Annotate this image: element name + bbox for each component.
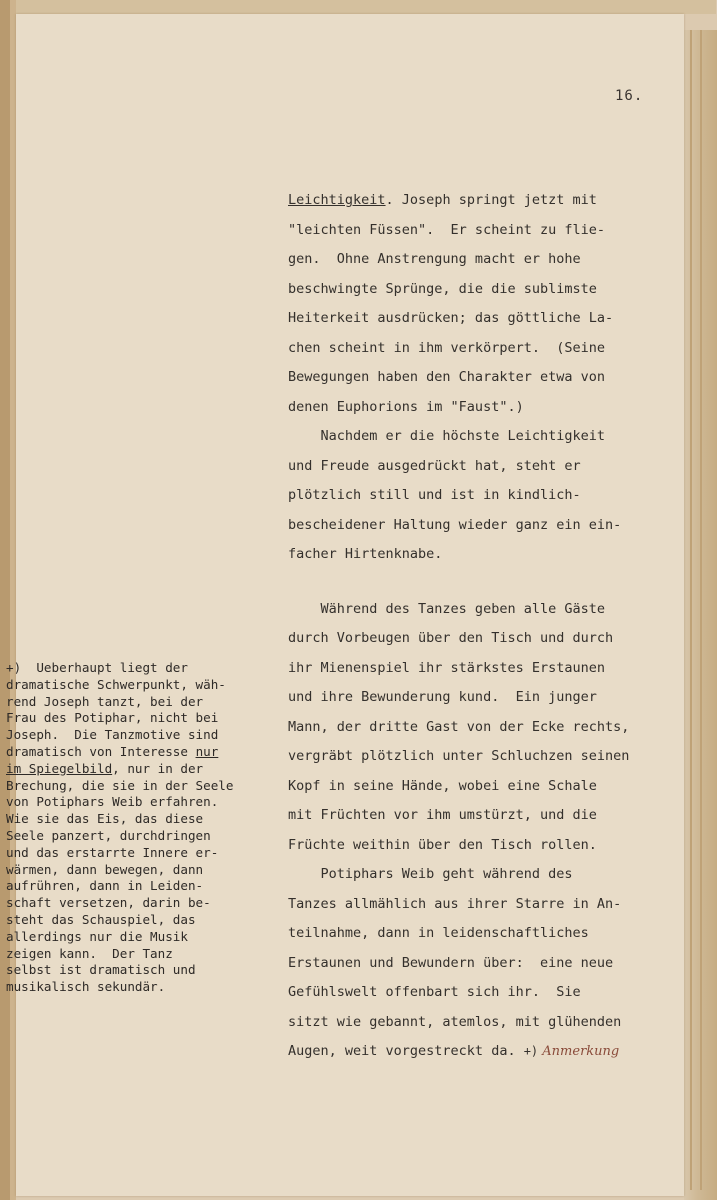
- text-line: [288, 683, 688, 713]
- text-run: Erstaunen und Bewundern über: eine neue: [288, 954, 614, 971]
- text-line: [288, 831, 688, 861]
- text-line: [288, 393, 688, 423]
- underlined-text: im Spiegelbild: [6, 760, 113, 776]
- note-line: [6, 761, 276, 778]
- text-run: chen scheint in ihm verkörpert. (Seine: [288, 339, 605, 356]
- text-run: und ihre Bewunderung kund. Ein junger: [288, 689, 597, 705]
- text-run: schaft versetzen, darin be-: [6, 895, 211, 911]
- text-run: dramatisch von Interesse: [6, 743, 196, 759]
- text-run: , nur in der: [112, 760, 204, 776]
- text-run: Brechung, die sie in der Seele: [6, 777, 234, 793]
- text-line: [288, 334, 688, 364]
- text-run: gen. Ohne Anstrengung macht er hohe: [288, 251, 581, 267]
- text-line: [288, 978, 688, 1008]
- text-run: Augen, weit vorgestreckt da.: [288, 1043, 524, 1059]
- text-run: musikalisch sekundär.: [6, 979, 166, 995]
- text-line: [288, 654, 688, 684]
- text-line: [288, 742, 688, 772]
- text-run: Heiterkeit ausdrücken; das göttliche La-: [288, 310, 614, 326]
- text-run: Gefühlswelt offenbart sich ihr. Sie: [288, 984, 581, 1000]
- text-line: [288, 481, 688, 511]
- text-run: vergräbt plötzlich unter Schluchzen seinen: [288, 748, 630, 764]
- text-line: [288, 511, 688, 541]
- note-line: [6, 845, 276, 862]
- note-line: [6, 862, 276, 879]
- text-run: Joseph. Die Tanzmotive sind: [6, 727, 219, 743]
- text-run: Tanzes allmählich aus ihrer Starre in An-: [288, 895, 622, 912]
- scan-background-top: [16, 0, 716, 14]
- text-line: [288, 801, 688, 831]
- text-line: [288, 713, 688, 743]
- note-line: [6, 946, 276, 963]
- main-body-text: [288, 186, 688, 1067]
- text-run: Bewegungen haben den Charakter etwa von: [288, 369, 605, 385]
- margin-footnote: [6, 660, 276, 996]
- text-run: dramatische Schwerpunkt, wäh-: [6, 676, 226, 692]
- footnote-marker: +): [523, 1044, 539, 1058]
- text-line: [288, 216, 688, 246]
- paragraph-gap: [288, 570, 688, 595]
- underlined-text: Leichtigkeit: [288, 192, 386, 208]
- note-line: [6, 727, 276, 744]
- text-run: und das erstarrte Innere er-: [6, 844, 219, 860]
- text-line: [288, 422, 688, 452]
- handwritten-annotation: Anmerkung: [538, 1044, 620, 1059]
- text-run: rend Joseph tanzt, bei der: [6, 693, 204, 709]
- text-run: . Joseph springt jetzt mit: [385, 192, 597, 208]
- note-line: [6, 710, 276, 727]
- page-stack-line: [690, 30, 692, 1190]
- note-line: [6, 744, 276, 761]
- note-line: [6, 912, 276, 929]
- text-line: [288, 452, 688, 482]
- text-run: Kopf in seine Hände, wobei eine Schale: [288, 777, 597, 794]
- text-run: steht das Schauspiel, das: [6, 911, 196, 927]
- note-line: [6, 929, 276, 946]
- text-run: allerdings nur die Musik: [6, 928, 188, 944]
- text-line: [288, 772, 688, 802]
- text-run: "leichten Füssen". Er scheint zu flie-: [288, 221, 605, 238]
- text-run: Frau des Potiphar, nicht bei: [6, 710, 219, 726]
- text-run: facher Hirtenknabe.: [288, 546, 443, 562]
- text-run: Potiphars Weib geht während des: [288, 866, 573, 882]
- text-line: [288, 304, 688, 334]
- text-run: ihr Mienenspiel ihr stärkstes Erstaunen: [288, 659, 605, 676]
- text-line: [288, 1037, 688, 1067]
- text-line: [288, 363, 688, 393]
- text-run: teilnahme, dann in leidenschaftliches: [288, 925, 589, 941]
- text-run: Früchte weithin über den Tisch rollen.: [288, 836, 597, 853]
- text-line: [288, 860, 688, 890]
- text-line: [288, 540, 688, 570]
- text-line: [288, 919, 688, 949]
- text-run: durch Vorbeugen über den Tisch und durch: [288, 630, 614, 646]
- text-run: aufrühren, dann in Leiden-: [6, 878, 204, 894]
- note-line: [6, 811, 276, 828]
- note-line: [6, 694, 276, 711]
- text-run: Wie sie das Eis, das diese: [6, 811, 204, 827]
- text-line: [288, 624, 688, 654]
- note-line: [6, 677, 276, 694]
- text-run: denen Euphorions im "Faust".): [288, 398, 524, 415]
- text-run: wärmen, dann bewegen, dann: [6, 861, 204, 877]
- text-run: von Potiphars Weib erfahren.: [6, 794, 219, 810]
- text-run: Seele panzert, durchdringen: [6, 827, 211, 843]
- text-line: [288, 245, 688, 275]
- note-line: [6, 979, 276, 996]
- note-line: [6, 794, 276, 811]
- text-run: Mann, der dritte Gast von der Ecke rechts,: [288, 718, 630, 735]
- text-run: und Freude ausgedrückt hat, steht er: [288, 457, 581, 474]
- page-stack-line: [700, 30, 702, 1190]
- underlined-text: nur: [195, 743, 219, 759]
- text-line: [288, 275, 688, 305]
- binding-edge: [0, 0, 10, 1200]
- text-run: plötzlich still und ist in kindlich-: [288, 487, 581, 503]
- text-run: Nachdem er die höchste Leichtigkeit: [288, 428, 605, 444]
- note-line: [6, 962, 276, 979]
- text-line: [288, 949, 688, 979]
- text-run: selbst ist dramatisch und: [6, 962, 196, 978]
- text-line: [288, 890, 688, 920]
- text-run: Während des Tanzes geben alle Gäste: [288, 600, 605, 617]
- text-run: bescheidener Haltung wieder ganz ein ein-: [288, 516, 622, 533]
- text-line: [288, 595, 688, 625]
- note-line: [6, 660, 276, 677]
- text-run: sitzt wie gebannt, atemlos, mit glühenden: [288, 1013, 622, 1030]
- text-run: beschwingte Sprünge, die die sublimste: [288, 280, 597, 297]
- text-run: +) Ueberhaupt liegt der: [6, 660, 188, 675]
- note-line: [6, 878, 276, 895]
- note-line: [6, 828, 276, 845]
- text-line: [288, 186, 688, 216]
- text-line: [288, 1008, 688, 1038]
- text-run: mit Früchten vor ihm umstürzt, und die: [288, 807, 597, 823]
- page-number: 16.: [615, 88, 644, 104]
- text-run: zeigen kann. Der Tanz: [6, 945, 173, 961]
- note-line: [6, 778, 276, 795]
- note-line: [6, 895, 276, 912]
